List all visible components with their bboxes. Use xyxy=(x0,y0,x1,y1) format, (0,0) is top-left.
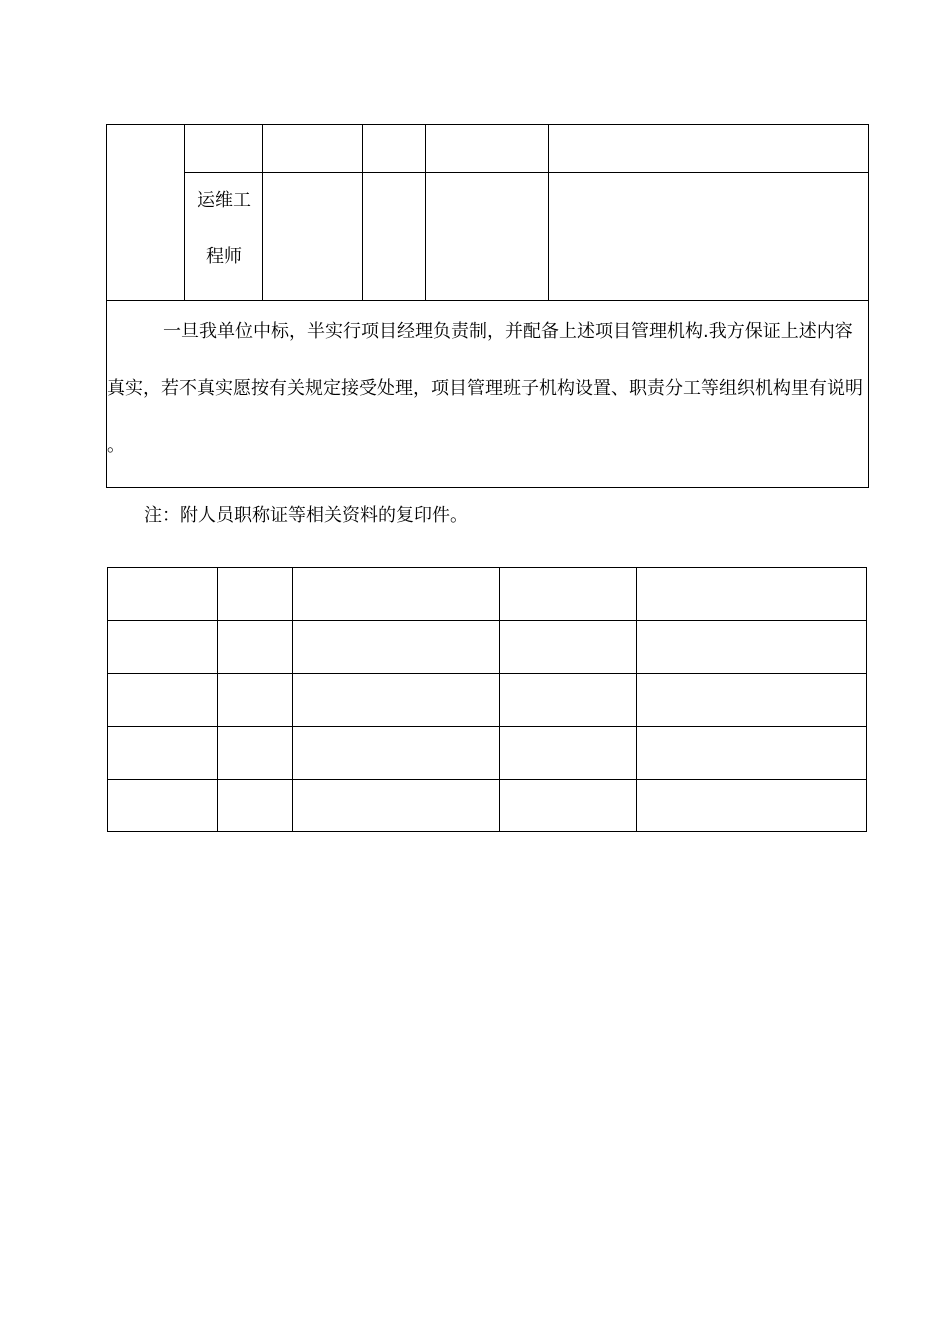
table2-row-divider xyxy=(107,620,867,621)
role-label-line1: 运维工 xyxy=(197,190,251,211)
table1-col-divider xyxy=(425,124,426,301)
table2-row-divider xyxy=(107,726,867,727)
table2-col-divider xyxy=(217,567,218,832)
table2-border-right xyxy=(866,567,867,832)
table2-border-top xyxy=(107,567,867,568)
table1-border-top xyxy=(106,124,869,125)
table1-col-divider xyxy=(362,124,363,301)
table1-col-divider xyxy=(548,124,549,301)
table2-col-divider xyxy=(499,567,500,832)
table2-border-bottom xyxy=(107,831,867,832)
role-cell-ops-engineer xyxy=(185,173,263,301)
statement-text: 一旦我单位中标，半实行项目经理负责制，并配备上述项目管理机构.我方保证上述内容真实，若不真实愿按有关规定接受处理，项目管理班子机构设置、职责分工等组织机构里有说明 。 xyxy=(107,321,863,456)
table2-col-divider xyxy=(292,567,293,832)
commitment-statement xyxy=(107,303,867,474)
table1-row-divider xyxy=(185,172,869,173)
table1-border-bottom xyxy=(106,487,869,488)
attachment-note: 注：附人员职称证等相关资料的复印件。 xyxy=(144,505,468,526)
table1-border-right xyxy=(868,124,869,488)
role-label-line2: 程师 xyxy=(206,246,242,267)
table2-border-left xyxy=(107,567,108,832)
table2-col-divider xyxy=(636,567,637,832)
table2-row-divider xyxy=(107,673,867,674)
table2-row-divider xyxy=(107,779,867,780)
